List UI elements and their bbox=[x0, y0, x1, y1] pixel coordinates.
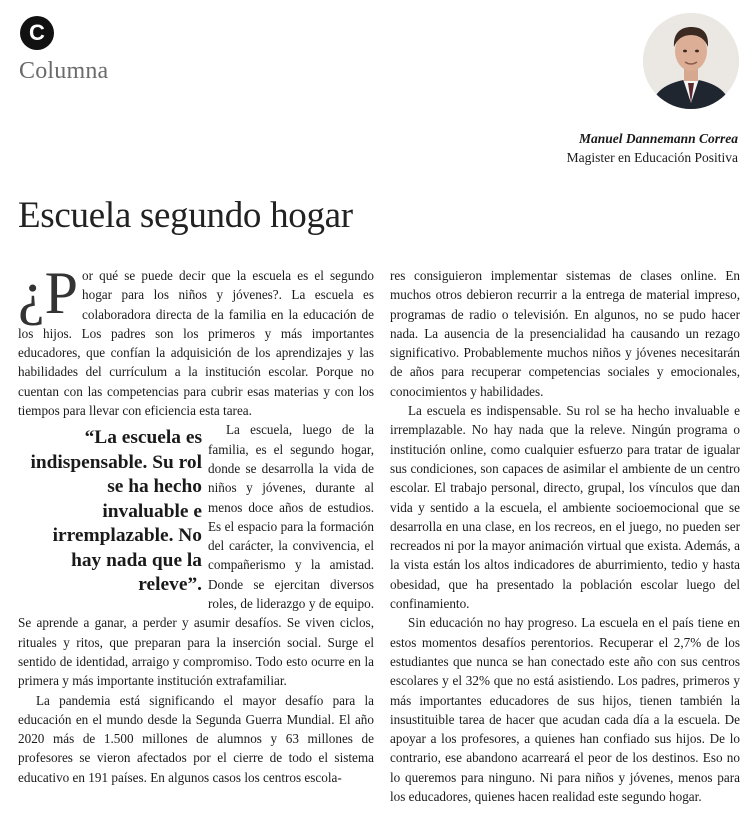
column-badge: C bbox=[20, 16, 54, 50]
article-paragraph: La pandemia está significando el mayor desafío para la educación en el mundo desde la Segunda Guerra Mundial. El año 2020 más de 1.500 millones de alumnos y 63 millones de profesores se vieron afectados por el cierre de todo el sistema educativo en 191 países. En algunos casos los centros escola- bbox=[18, 692, 374, 785]
drop-cap: ¿P bbox=[18, 260, 78, 326]
article-paragraph: ¿P or qué se puede decir que la escuela es el segundo hogar para los niños y jóvenes?. La escuela es colaboradora directa de la familia en la educación de los hijos. Los padres son los primeros y más importantes educadores, que confían la adquisición de los aprendizajes y las habilidades del currículum a la institución escolar. Porque no cuentan con las competencias para cubrir esas materias y con los tiempos para llevar con eficiencia esta tarea. bbox=[18, 260, 374, 419]
article-paragraph: Sin educación no hay progreso. La escuela en el país tiene en estos momentos desafíos perentorios. Recuperar el 2,7% de los estudiantes que nunca se han conectado este año con sus centros escolares y el 32% que no está asistiendo. Los padres, primeros y más importantes educadores de sus hijos, tienen también la insustituible tarea de hacer que acudan cada día a la escuela. De apoyar a los profesores, a quienes han confiado sus hijos. De lo contrario, ese abandono acarreará el peor de los destinos. Eso no lo queremos para ninguno. Ni para niños y jóvenes, menos para los educadores, quienes hacen realidad este segundo hogar. bbox=[390, 615, 740, 805]
author-name: Manuel Dannemann Correa bbox=[578, 131, 738, 146]
article-column-right bbox=[390, 266, 740, 806]
article-paragraph: La escuela, luego de la familia, es el segundo hogar, donde se desarrolla la vida de niños y jóvenes, durante al menos doce años de estudios. Es el espacio para la formación del carácter, la convivencia, el compañerismo y la amistad. Donde se ejercitan diversos roles, de liderazgo y de equipo. Se aprende a ganar, a perder y asumir desafíos. Se viven ciclos, rituales y ritos, que preparan para la inserción social. Surge el sentido de identidad, arraigo y compromiso. Todo esto ocurre en la primera y más importante institución extrafamiliar. bbox=[18, 422, 374, 689]
pull-quote: “La escuela es indispensable. Su rol se ha hecho invaluable e irremplazable. No hay nada que la releve”. bbox=[30, 427, 202, 596]
author-portrait-image bbox=[643, 13, 739, 109]
author-photo bbox=[643, 13, 739, 109]
author-role: Magister en Educación Positiva bbox=[566, 150, 738, 165]
article-paragraph: res consiguieron implementar sistemas de clases online. En muchos otros debieron recurrir a la entrega de material impreso, programas de radio o televisión. En algunos, no se pudo hacer nada. La ausencia de la presencialidad ha causando un rezago significativo. Probablemente muchos niños y jóvenes necesitarán de años para recuperar competencias sociales y emocionales, conocimientos y habilidades. bbox=[390, 268, 740, 399]
article-title: Escuela segundo hogar bbox=[18, 195, 353, 236]
section-label: Columna bbox=[19, 58, 109, 84]
article-column-left bbox=[18, 260, 374, 787]
author-byline bbox=[567, 129, 738, 167]
article-paragraph: La escuela es indispensable. Su rol se ha hecho invaluable e irremplazable. No hay nada que la releve. Ningún programa o institución online, como cualquier esfuerzo para tratar de igualar sus condiciones, son capaces de asimilar el ambiente de un centro escolar. El trabajo personal, directo, grupal, los vínculos que dan vida y sentido a la escuela, el ambiente socioemocional que se desarrolla en una clase, en los recreos, en el juego, no pueden ser recreados ni por la mayor animación virtual que exista. Además, a la vista están los altos indicadores de aburrimiento, tedio y hasta obesidad, que ha presentado la población escolar luego del confinamiento. bbox=[390, 403, 740, 612]
